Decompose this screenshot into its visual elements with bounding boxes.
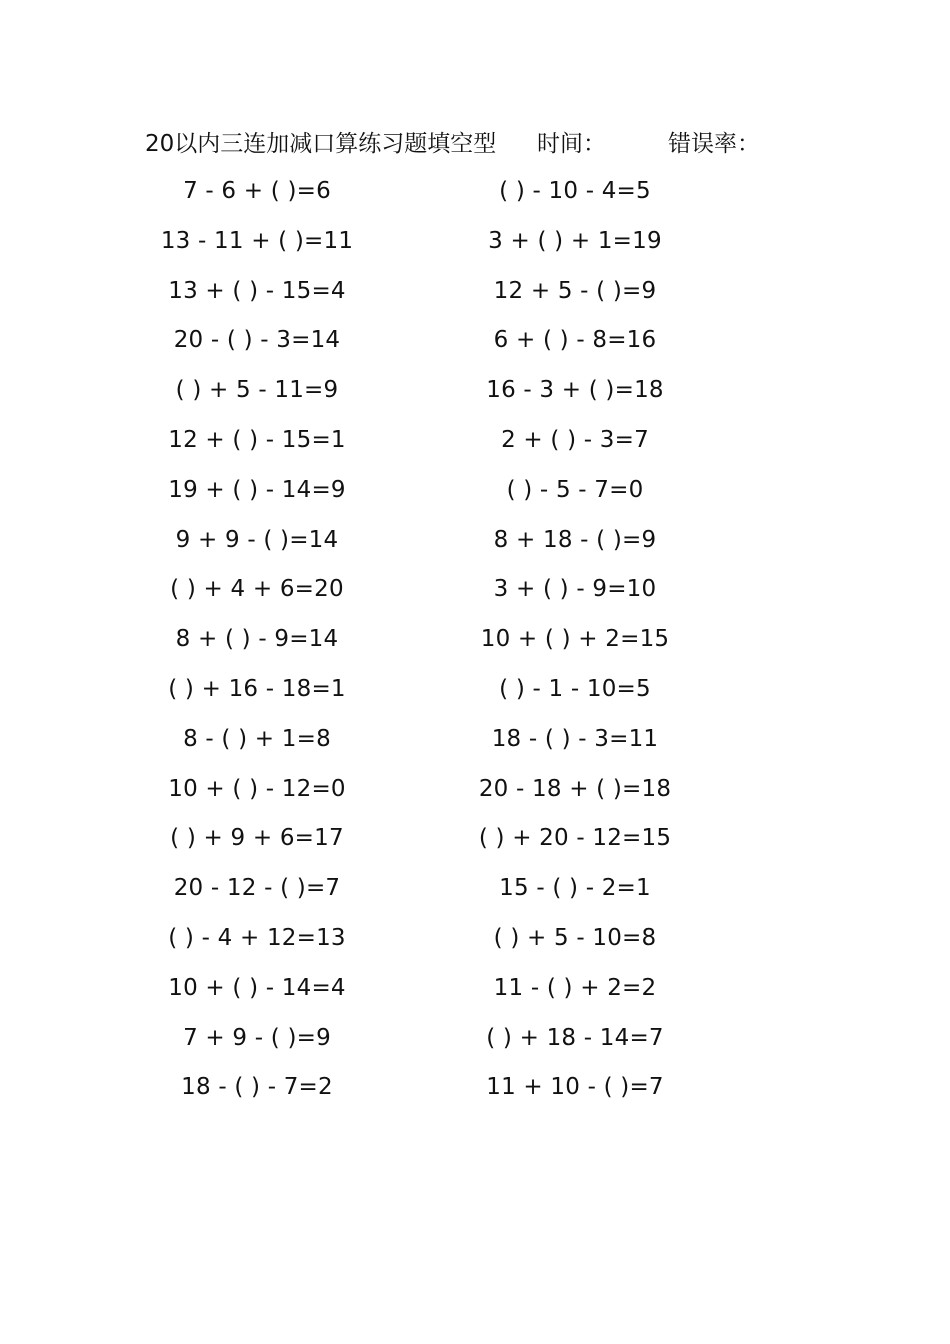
- math-problem: 11 + 10 - ( )=7: [486, 1074, 664, 1101]
- math-problem: 20 - 18 + ( )=18: [478, 775, 672, 802]
- math-problem: 20 - ( ) - 3=14: [173, 327, 341, 354]
- math-problem: ( ) - 1 - 10=5: [499, 675, 651, 702]
- math-problem: 20 - 12 - ( )=7: [173, 875, 341, 902]
- left-problem-column: [137, 167, 377, 1113]
- math-problem: ( ) + 18 - 14=7: [486, 1024, 664, 1051]
- worksheet-title: 20以内三连加减口算练习题填空型: [145, 131, 497, 157]
- math-problem: ( ) + 16 - 18=1: [168, 675, 346, 702]
- math-problem: ( ) + 4 + 6=20: [170, 576, 344, 603]
- math-problem: ( ) + 5 - 11=9: [175, 377, 339, 404]
- math-problem: ( ) - 5 - 7=0: [506, 476, 644, 503]
- time-label: 时间：: [537, 131, 606, 157]
- math-problem: 10 + ( ) - 12=0: [168, 775, 346, 802]
- math-problem: 18 - ( ) - 3=11: [491, 725, 659, 752]
- math-problem: 7 - 6 + ( )=6: [183, 178, 331, 204]
- worksheet-header: [145, 124, 785, 164]
- math-problem: 8 + ( ) - 9=14: [175, 626, 339, 653]
- math-problem: 9 + 9 - ( )=14: [175, 526, 339, 553]
- math-problem: 10 + ( ) + 2=15: [480, 626, 670, 653]
- math-problem: 8 - ( ) + 1=8: [183, 725, 331, 752]
- math-problem: ( ) + 5 - 10=8: [493, 924, 657, 951]
- math-problem: 18 - ( ) - 7=2: [181, 1074, 333, 1101]
- math-problem: ( ) + 9 + 6=17: [170, 825, 344, 852]
- math-problem: ( ) + 20 - 12=15: [478, 825, 672, 852]
- error-rate-label: 错误率：: [668, 131, 760, 157]
- math-problem: 19 + ( ) - 14=9: [168, 476, 346, 503]
- math-problem: ( ) - 4 + 12=13: [168, 924, 346, 951]
- right-problem-column: [455, 167, 695, 1113]
- math-problem: 2 + ( ) - 3=7: [501, 426, 649, 453]
- math-problem: 10 + ( ) - 14=4: [168, 974, 346, 1001]
- math-problem: 3 + ( ) + 1=19: [488, 227, 662, 254]
- math-problem: 15 - ( ) - 2=1: [499, 875, 651, 902]
- math-problem: 13 - 11 + ( )=11: [160, 227, 354, 254]
- math-problem: 11 - ( ) + 2=2: [493, 974, 657, 1001]
- math-problem: 12 + 5 - ( )=9: [493, 277, 657, 304]
- math-problem: 7 + 9 - ( )=9: [183, 1024, 331, 1051]
- math-problem: 16 - 3 + ( )=18: [486, 377, 664, 404]
- math-problem: 6 + ( ) - 8=16: [493, 327, 657, 354]
- math-problem: 3 + ( ) - 9=10: [493, 576, 657, 603]
- math-problem: 13 + ( ) - 15=4: [168, 277, 346, 304]
- math-problem: 8 + 18 - ( )=9: [493, 526, 657, 553]
- math-problem: ( ) - 10 - 4=5: [499, 178, 651, 204]
- math-problem: 12 + ( ) - 15=1: [168, 426, 346, 453]
